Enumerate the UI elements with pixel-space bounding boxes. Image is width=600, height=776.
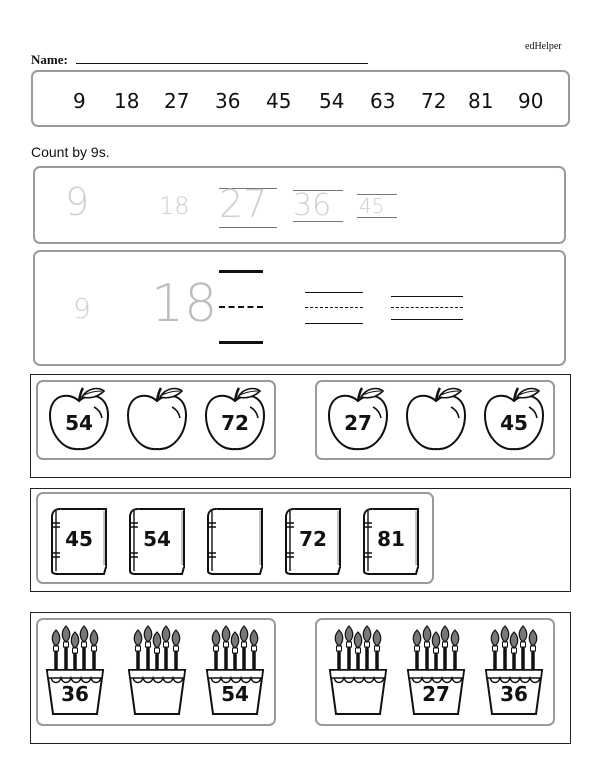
count-number: 81 — [468, 89, 494, 113]
book-number[interactable]: 81 — [377, 527, 405, 551]
trace-number: 45 — [359, 194, 385, 218]
apple-icon — [202, 385, 268, 457]
writing-lines[interactable] — [305, 292, 363, 324]
apple-icon — [124, 385, 190, 457]
apple-number[interactable]: 27 — [344, 411, 372, 435]
paint-cup-number[interactable]: 36 — [61, 682, 89, 706]
trace-number: 9 — [65, 180, 90, 224]
count-number: 54 — [319, 89, 345, 113]
apple-number[interactable]: 54 — [65, 411, 93, 435]
apple-icon — [46, 385, 112, 457]
paint-cup-icon — [403, 624, 469, 718]
book-number[interactable]: 72 — [299, 527, 327, 551]
book-icon — [358, 503, 424, 575]
writing-lines[interactable] — [219, 270, 263, 344]
count-number: 18 — [114, 89, 140, 113]
name-line[interactable] — [76, 63, 368, 64]
paint-cup-icon — [481, 624, 547, 718]
trace-box-1 — [33, 166, 566, 244]
brand-label: edHelper — [525, 41, 562, 52]
count-number: 27 — [164, 89, 190, 113]
instruction: Count by 9s. — [31, 144, 110, 160]
book-icon — [124, 503, 190, 575]
paint-cup-number[interactable]: 54 — [221, 682, 249, 706]
counting-row-box — [31, 70, 570, 127]
book-number[interactable]: 54 — [143, 527, 171, 551]
book-number[interactable]: 45 — [65, 527, 93, 551]
trace-number: 27 — [219, 182, 268, 226]
count-number: 90 — [518, 89, 544, 113]
count-number: 72 — [421, 89, 447, 113]
count-number: 63 — [370, 89, 396, 113]
count-number: 45 — [266, 89, 292, 113]
paint-cup-number[interactable]: 27 — [422, 682, 450, 706]
paint-cup-icon — [42, 624, 108, 718]
apple-number[interactable]: 72 — [221, 411, 249, 435]
paint-cup-icon — [325, 624, 391, 718]
book-icon — [46, 503, 112, 575]
paint-cup-number[interactable]: 36 — [500, 682, 528, 706]
writing-lines[interactable] — [391, 296, 463, 320]
apple-icon — [325, 385, 391, 457]
apple-icon — [481, 385, 547, 457]
trace-number: 36 — [293, 188, 332, 223]
apple-number[interactable]: 45 — [500, 411, 528, 435]
paint-cup-icon — [124, 624, 190, 718]
count-number: 36 — [215, 89, 241, 113]
count-number: 9 — [73, 89, 86, 113]
paint-cup-icon — [202, 624, 268, 718]
book-icon — [280, 503, 346, 575]
trace-number: 9 — [73, 292, 91, 325]
book-icon — [202, 503, 268, 575]
trace-number: 18 — [159, 192, 190, 220]
name-label: Name: — [31, 52, 68, 67]
trace-box-2 — [33, 250, 566, 366]
apple-icon — [403, 385, 469, 457]
trace-number: 18 — [151, 274, 218, 334]
